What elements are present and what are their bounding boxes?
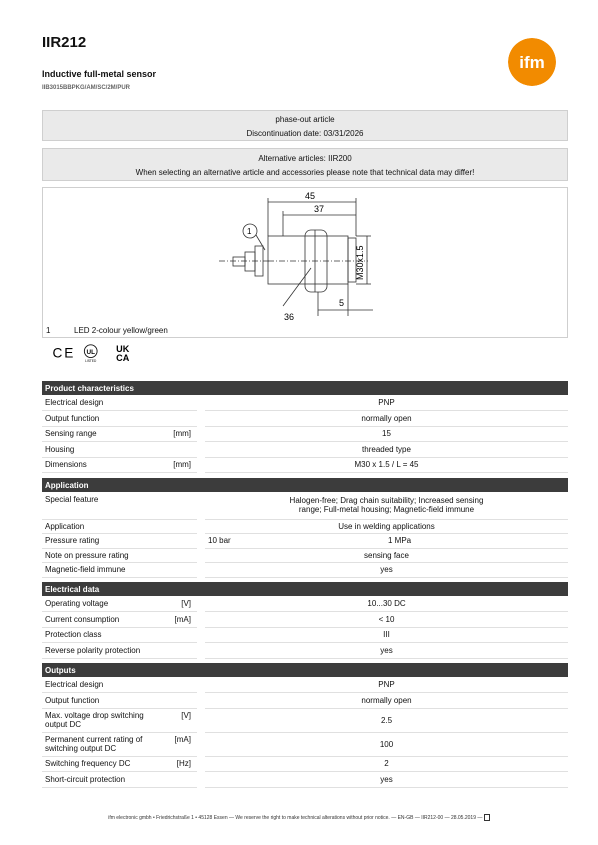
- row-unit: [166, 627, 201, 643]
- row-unit: [166, 563, 201, 578]
- row-unit: [166, 519, 201, 534]
- section-header: [42, 663, 568, 677]
- discontinuation-date: Discontinuation date: 03/31/2026: [246, 129, 364, 138]
- table-row: [42, 612, 568, 628]
- table-row: [42, 693, 568, 709]
- product-characteristics-table: [42, 381, 568, 473]
- footer-text: ifm electronic gmbh • Friedrichstraße 1 • 45128 Essen — We reserve the right to make technical alterations without prior notice. — EN-GB — IIR212-00 — 28.05.2019 —: [108, 814, 483, 821]
- row-label: Sensing range: [42, 426, 166, 442]
- section-title: Electrical data: [42, 582, 568, 596]
- row-unit: [mA]: [166, 732, 201, 756]
- row-label: Short-circuit protection: [42, 772, 166, 788]
- pressure-bar: 10 bar: [208, 536, 231, 546]
- row-value: 10...30 DC: [201, 596, 568, 612]
- row-unit: [mm]: [166, 457, 201, 473]
- row-value: threaded type: [201, 442, 568, 458]
- table-row: [42, 426, 568, 442]
- ifm-logo: [508, 38, 556, 86]
- special-line-2: range; Full-metal housing; Magnetic-field immune: [298, 505, 475, 515]
- row-value: normally open: [201, 411, 568, 427]
- drawing-legend: [46, 326, 168, 335]
- row-value: yes: [201, 772, 568, 788]
- row-unit: [166, 442, 201, 458]
- product-subtitle: Inductive full-metal sensor: [42, 69, 157, 79]
- row-unit: [166, 492, 201, 519]
- row-unit: [166, 548, 201, 563]
- certification-marks: [48, 343, 148, 363]
- footer-link-icon[interactable]: [484, 814, 490, 821]
- phase-out-notice: [42, 110, 568, 141]
- dimension-drawing: [42, 187, 568, 338]
- row-label: Operating voltage: [42, 596, 166, 612]
- row-value: [201, 492, 568, 519]
- table-row: [42, 457, 568, 473]
- table-row: [42, 627, 568, 643]
- section-title: Application: [42, 478, 568, 492]
- table-row: [42, 643, 568, 659]
- table-row: [42, 596, 568, 612]
- legend-number: 1: [46, 326, 51, 335]
- row-label: Protection class: [42, 627, 166, 643]
- row-unit: [V]: [166, 708, 201, 732]
- logo-text: ifm: [519, 53, 545, 72]
- ul-mark-text: UL: [86, 348, 95, 356]
- table-row: [42, 677, 568, 693]
- row-unit: [166, 772, 201, 788]
- section-header: [42, 582, 568, 596]
- row-label: Reverse polarity protection: [42, 643, 166, 659]
- row-label: Pressure rating: [42, 534, 166, 549]
- row-unit: [V]: [166, 596, 201, 612]
- row-value: yes: [201, 643, 568, 659]
- table-row: [42, 548, 568, 563]
- special-line-1: Halogen-free; Drag chain suitability; Increased sensing: [289, 496, 484, 506]
- row-label: Current consumption: [42, 612, 166, 628]
- row-value: PNP: [201, 677, 568, 693]
- row-unit: [166, 643, 201, 659]
- table-row: [42, 772, 568, 788]
- alternative-warning: When selecting an alternative article and accessories please note that technical data may differ!: [135, 168, 475, 177]
- dim-thread: M30x1.5: [355, 245, 365, 280]
- row-label: Output function: [42, 693, 166, 709]
- row-label: Max. voltage drop switching output DC: [42, 708, 166, 732]
- application-table: [42, 478, 568, 578]
- row-label: Housing: [42, 442, 166, 458]
- row-unit: [166, 693, 201, 709]
- row-value: 100: [201, 732, 568, 756]
- row-value: PNP: [201, 395, 568, 411]
- dim-5: 5: [339, 298, 345, 308]
- ukca-top-text: UK: [116, 344, 130, 355]
- row-value: III: [201, 627, 568, 643]
- row-value: 2.5: [201, 708, 568, 732]
- page-title: IIR212: [42, 34, 87, 51]
- row-value: 15: [201, 426, 568, 442]
- row-label: Electrical design: [42, 677, 166, 693]
- outputs-table: [42, 663, 568, 788]
- electrical-data-table: [42, 582, 568, 659]
- ce-mark-icon: CE: [52, 345, 76, 361]
- row-label: Application: [42, 519, 166, 534]
- row-value: sensing face: [201, 548, 568, 563]
- section-header: [42, 478, 568, 492]
- row-value: 2: [201, 756, 568, 772]
- table-row: [42, 563, 568, 578]
- row-label: Switching frequency DC: [42, 756, 166, 772]
- row-unit: [Hz]: [166, 756, 201, 772]
- article-code: IIB3015BBPKG/AM/SC/2M/PUR: [42, 85, 131, 91]
- row-unit: [mm]: [166, 426, 201, 442]
- table-row: [42, 708, 568, 732]
- section-title: Product characteristics: [42, 381, 568, 395]
- table-row: [42, 519, 568, 534]
- row-unit: [mA]: [166, 612, 201, 628]
- pressure-mpa: 1 MPa: [388, 536, 412, 546]
- page-footer: [0, 814, 598, 821]
- table-row: [42, 756, 568, 772]
- alternative-articles[interactable]: Alternative articles: IIR200: [258, 154, 352, 163]
- row-label: Permanent current rating of switching output DC: [42, 732, 166, 756]
- table-row: [42, 442, 568, 458]
- table-row: [42, 534, 568, 549]
- row-value: yes: [201, 563, 568, 578]
- row-label: Magnetic-field immune: [42, 563, 166, 578]
- row-label: Special feature: [42, 492, 166, 519]
- callout-1: 1: [247, 227, 252, 236]
- ul-listed-text: LISTED: [85, 359, 97, 363]
- dim-36: 36: [284, 312, 295, 322]
- row-value: normally open: [201, 693, 568, 709]
- row-unit: [166, 677, 201, 693]
- row-label: Dimensions: [42, 457, 166, 473]
- row-label: Output function: [42, 411, 166, 427]
- dim-45: 45: [304, 191, 316, 201]
- phase-out-text: phase-out article: [275, 115, 335, 124]
- dim-37: 37: [313, 204, 325, 214]
- row-value: Use in welding applications: [201, 519, 568, 534]
- table-row: [42, 411, 568, 427]
- row-unit: [166, 534, 201, 549]
- row-label: Note on pressure rating: [42, 548, 166, 563]
- legend-text: LED 2-colour yellow/green: [74, 326, 168, 335]
- row-unit: [166, 395, 201, 411]
- table-row: [42, 732, 568, 756]
- section-header: [42, 381, 568, 395]
- row-value: M30 x 1.5 / L = 45: [201, 457, 568, 473]
- table-row: [42, 395, 568, 411]
- section-title: Outputs: [42, 663, 568, 677]
- ukca-bottom-text: CA: [116, 353, 130, 363]
- dimension-drawing-svg: [43, 188, 567, 337]
- row-value: [201, 534, 568, 549]
- alternative-notice: [42, 148, 568, 181]
- row-label: Electrical design: [42, 395, 166, 411]
- row-unit: [166, 411, 201, 427]
- table-row: [42, 492, 568, 519]
- row-value: < 10: [201, 612, 568, 628]
